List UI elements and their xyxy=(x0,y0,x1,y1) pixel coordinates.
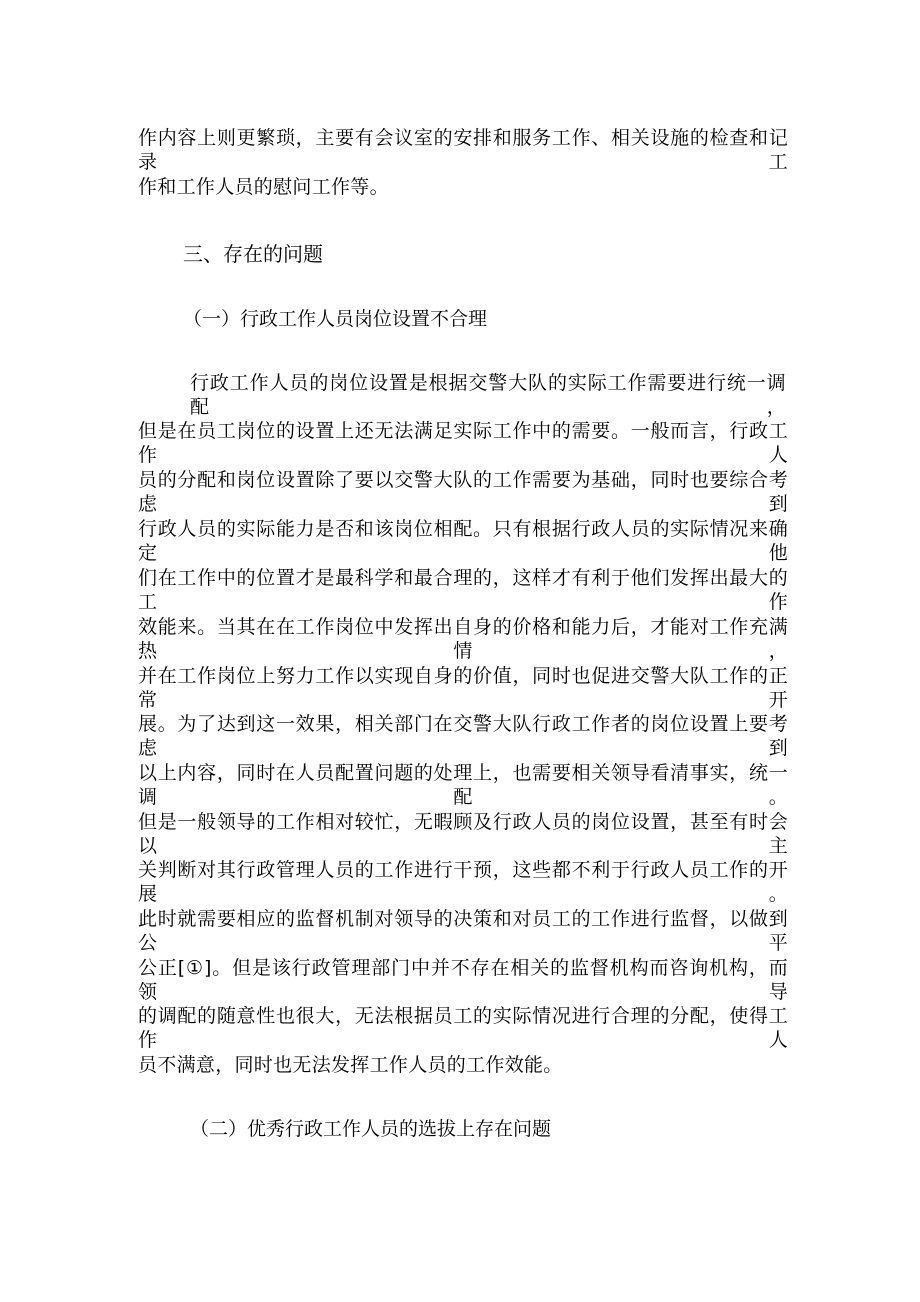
body-line-3: 员的分配和岗位设置除了要以交警大队的工作需要为基础，同时也要综合考虑到 xyxy=(138,469,788,515)
body-line-5: 们在工作中的位置才是最科学和最合理的，这样才有利于他们发挥出最大的工作 xyxy=(138,567,788,613)
body-line-7: 并在工作岗位上努力工作以实现自身的价值，同时也促进交警大队工作的正常开 xyxy=(138,665,788,711)
subsection-2-title: （二）优秀行政工作人员的选拔上存在问题 xyxy=(190,1118,552,1140)
intro-line-1: 作内容上则更繁琐，主要有会议室的安排和服务工作、相关设施的检查和记录工 xyxy=(138,127,788,173)
body-line-14: 的调配的随意性也很大，无法根据员工的实际情况进行合理的分配，使得工作人 xyxy=(138,1005,788,1051)
body-line-13: 公正[①]。但是该行政管理部门中并不存在相关的监督机构而咨询机构，而领导 xyxy=(138,957,788,1003)
body-line-10: 但是一般领导的工作相对较忙，无暇顾及行政人员的岗位设置，甚至有时会以主 xyxy=(138,811,788,857)
body-line-11: 关判断对其行政管理人员的工作进行干预，这些都不利于行政人员工作的开展。 xyxy=(138,859,788,905)
body-line-12: 此时就需要相应的监督机制对领导的决策和对员工的工作进行监督，以做到公平 xyxy=(138,908,788,954)
body-line-4: 行政人员的实际能力是否和该岗位相配。只有根据行政人员的实际情况来确定他 xyxy=(138,518,788,564)
body-line-1: 行政工作人员的岗位设置是根据交警大队的实际工作需要进行统一调配， xyxy=(190,372,786,418)
subsection-1-title: （一）行政工作人员岗位设置不合理 xyxy=(183,308,488,330)
body-line-8: 展。为了达到这一效果，相关部门在交警大队行政工作者的岗位设置上要考虑到 xyxy=(138,713,788,759)
body-line-15: 员不满意，同时也无法发挥工作人员的工作效能。 xyxy=(138,1054,563,1076)
intro-line-2: 作和工作人员的慰问工作等。 xyxy=(138,176,389,198)
body-line-6: 效能来。当其在在工作岗位中发挥出自身的价格和能力后，才能对工作充满热情， xyxy=(138,616,788,662)
body-line-9: 以上内容，同时在人员配置问题的处理上，也需要相关领导看清事实，统一调配。 xyxy=(138,762,788,808)
body-line-2: 但是在员工岗位的设置上还无法满足实际工作中的需要。一般而言，行政工作人 xyxy=(138,420,788,466)
section-heading: 三、存在的问题 xyxy=(183,242,323,266)
